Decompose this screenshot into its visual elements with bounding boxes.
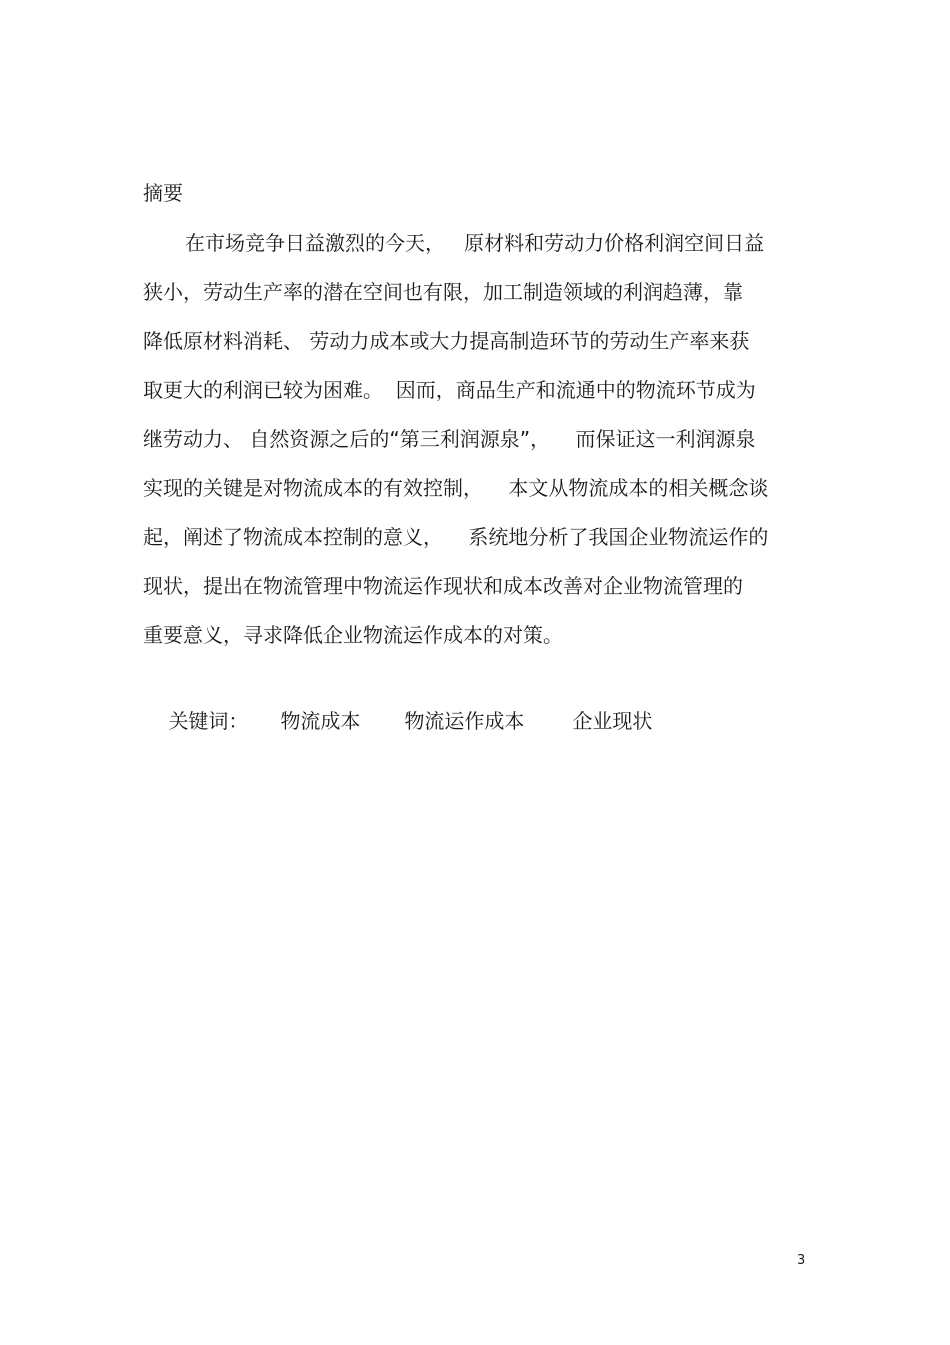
keywords-row <box>143 676 652 766</box>
keywords-label: 关键词： <box>168 709 249 733</box>
keyword-item: 物流运作成本 <box>404 709 525 733</box>
abstract-heading: 摘要 <box>143 181 183 205</box>
abstract-line: 起，阐述了物流成本控制的意义， 系统地分析了我国企业物流运作的 <box>143 525 769 549</box>
keyword-item: 物流成本 <box>280 709 361 733</box>
abstract-line: 重要意义，寻求降低企业物流运作成本的对策。 <box>143 623 563 647</box>
keyword-item: 企业现状 <box>572 709 653 733</box>
abstract-body <box>143 228 803 669</box>
page-number: 3 <box>797 1253 806 1268</box>
abstract-line: 在市场竞争日益激烈的今天， 原材料和劳动力价格利润空间日益 <box>185 231 765 255</box>
abstract-line: 现状，提出在物流管理中物流运作现状和成本改善对企业物流管理的 <box>143 574 743 598</box>
abstract-line: 继劳动力、 自然资源之后的“第三利润源泉”， 而保证这一利润源泉 <box>143 427 756 451</box>
abstract-line: 取更大的利润已较为困难。 因而，商品生产和流通中的物流环节成为 <box>143 378 756 402</box>
abstract-line: 实现的关键是对物流成本的有效控制， 本文从物流成本的相关概念谈 <box>143 476 769 500</box>
abstract-line: 狭小，劳动生产率的潜在空间也有限，加工制造领域的利润趋薄，靠 <box>143 280 743 304</box>
abstract-line: 降低原材料消耗、 劳动力成本或大力提高制造环节的劳动生产率来获 <box>143 329 750 353</box>
